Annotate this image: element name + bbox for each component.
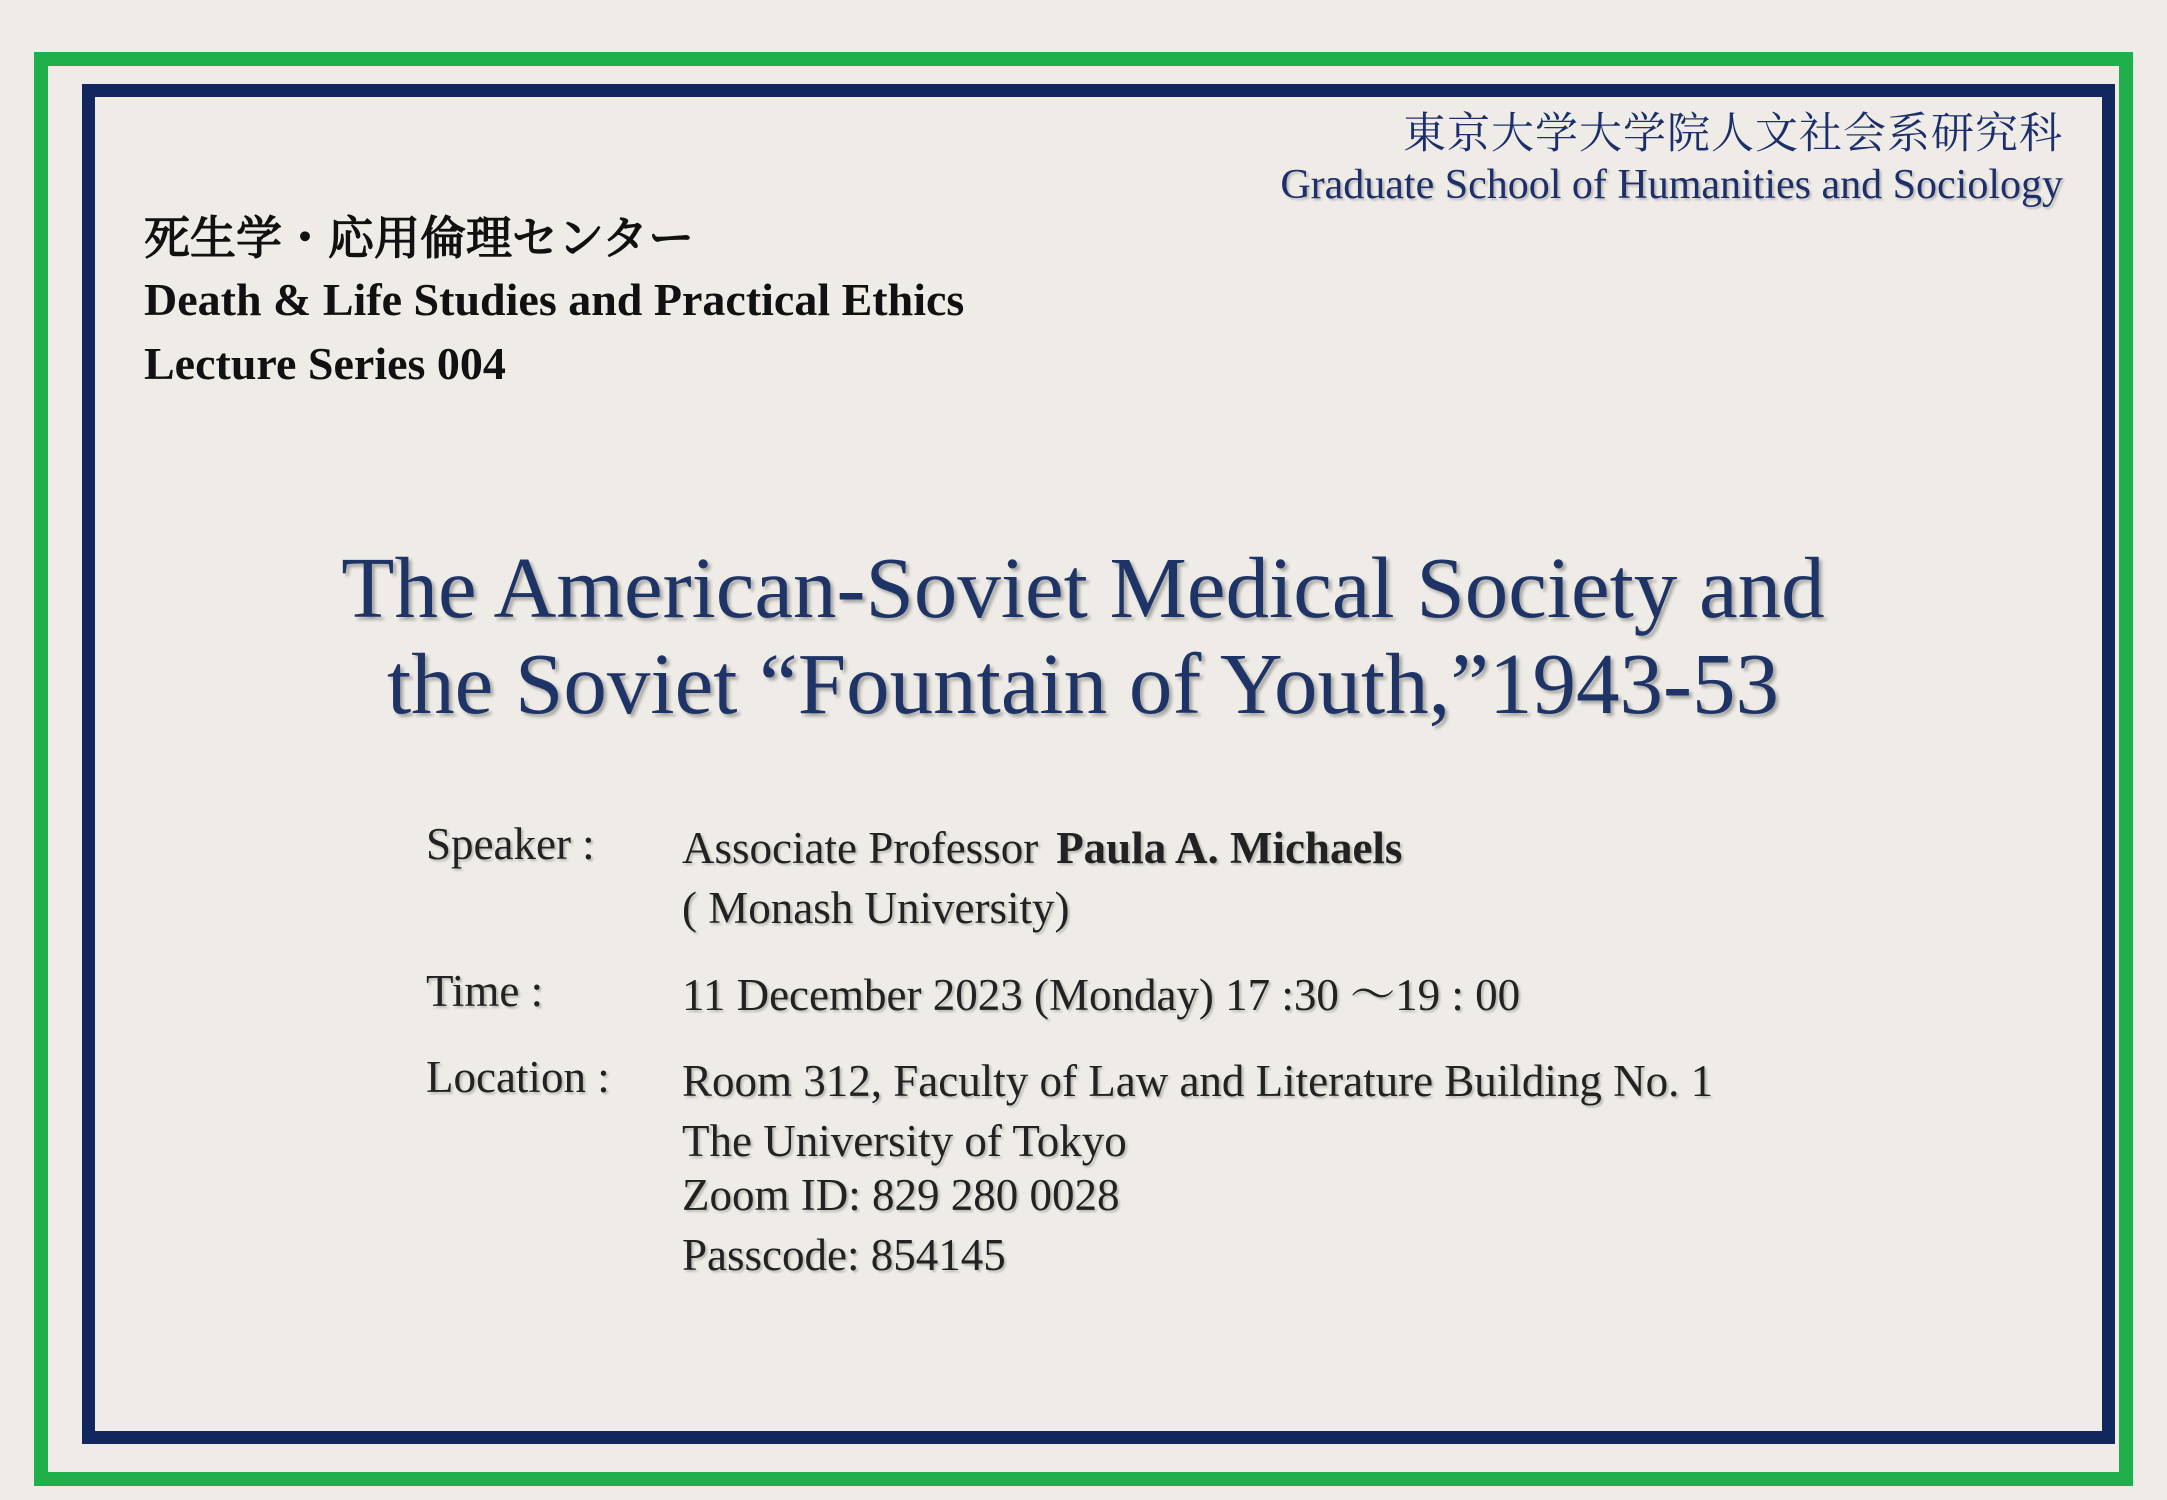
speaker-line xyxy=(682,818,1402,878)
lecture-title-line-1: The American-Soviet Medical Society and xyxy=(341,539,1825,636)
speaker-title: Associate Professor xyxy=(682,823,1039,873)
speaker-row xyxy=(426,818,1966,965)
center-header xyxy=(144,208,964,396)
institution-name-jp: 東京大学大学院人文社会系研究科 xyxy=(1403,109,2063,159)
speaker-affiliation: ( Monash University) xyxy=(682,883,1070,933)
time-value xyxy=(682,965,1520,1051)
zoom-value xyxy=(682,1165,1119,1285)
location-label: Location : xyxy=(426,1052,610,1102)
time-label: Time : xyxy=(426,966,544,1016)
lecture-title-line-2: the Soviet “Fountain of Youth,”1943-53 xyxy=(387,635,1779,732)
location-row xyxy=(426,1051,1966,1165)
zoom-passcode: Passcode: 854145 xyxy=(682,1230,1006,1280)
lecture-title xyxy=(100,540,2066,732)
institution-name-en: Graduate School of Humanities and Sociology xyxy=(1280,162,2063,208)
time-text: 11 December 2023 (Monday) 17 :30 ～19 : 00 xyxy=(682,970,1521,1020)
event-details xyxy=(426,818,1966,1285)
location-value xyxy=(682,1051,1713,1165)
lecture-series: Lecture Series 004 xyxy=(144,338,506,389)
time-row xyxy=(426,965,1966,1051)
location-line-1: Room 312, Faculty of Law and Literature Building No. 1 xyxy=(682,1056,1714,1106)
location-line-2: The University of Tokyo xyxy=(682,1116,1127,1166)
institution-header xyxy=(1280,108,2063,210)
speaker-name: Paula A. Michaels xyxy=(1056,823,1403,873)
speaker-value xyxy=(682,818,1402,965)
center-name-jp: 死生学・応用倫理センター xyxy=(144,211,695,265)
center-name-en: Death & Life Studies and Practical Ethics xyxy=(144,274,965,325)
zoom-row xyxy=(426,1165,1966,1285)
zoom-id: Zoom ID: 829 280 0028 xyxy=(682,1170,1120,1220)
speaker-label: Speaker : xyxy=(426,819,595,869)
